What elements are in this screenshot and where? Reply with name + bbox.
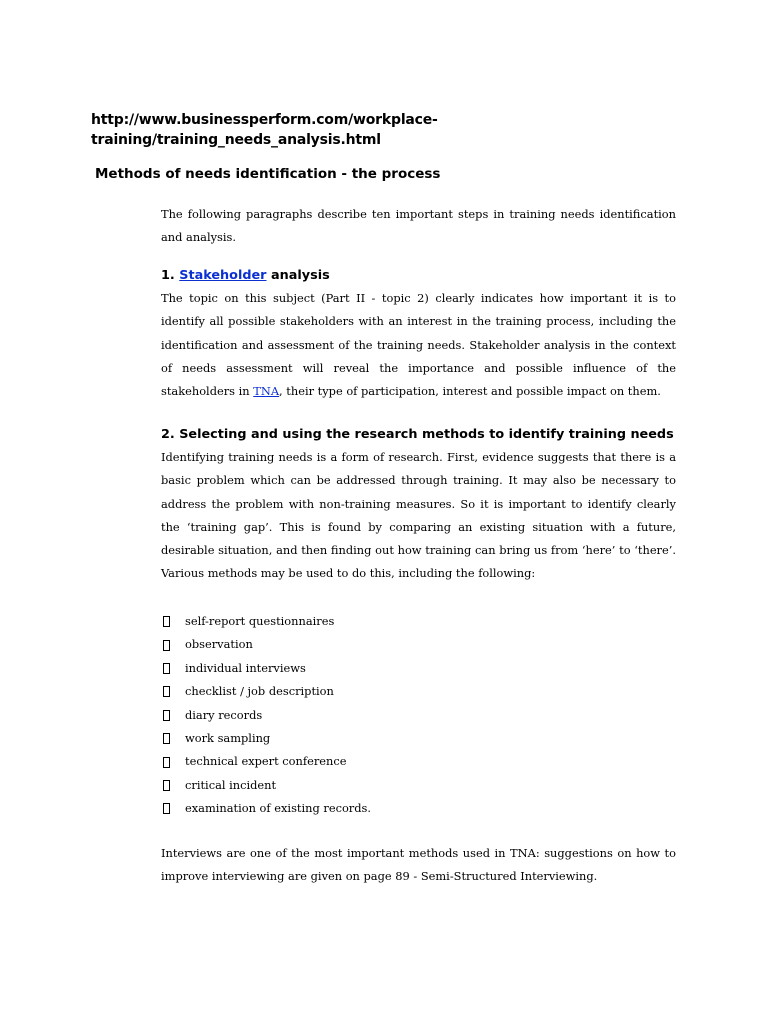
box-bullet-icon <box>163 616 170 627</box>
list-item: observation <box>161 633 371 656</box>
list-item: critical incident <box>161 774 371 797</box>
section-1-text-after: , their type of participation, interest and possible impact on them. <box>279 384 661 399</box>
section-1-paragraph <box>161 287 676 403</box>
page-title: Methods of needs identification - the process <box>95 166 441 182</box>
list-item: self-report questionnaires <box>161 610 371 633</box>
list-item: work sampling <box>161 727 371 750</box>
box-bullet-icon <box>163 733 170 744</box>
list-item: technical expert conference <box>161 750 371 773</box>
list-item: individual interviews <box>161 657 371 680</box>
list-item: examination of existing records. <box>161 797 371 820</box>
list-item: checklist / job description <box>161 680 371 703</box>
closing-paragraph: Interviews are one of the most important methods used in TNA: suggestions on how to improve interviewing are given on page 89 - Semi-Structured Interviewing. <box>161 846 676 884</box>
methods-list <box>161 610 371 821</box>
intro-paragraph: The following paragraphs describe ten important steps in training needs identification and analysis. <box>161 207 676 245</box>
box-bullet-icon <box>163 757 170 768</box>
box-bullet-icon <box>163 686 170 697</box>
box-bullet-icon <box>163 780 170 791</box>
section-1-heading-rest: analysis <box>270 268 330 283</box>
box-bullet-icon <box>163 803 170 814</box>
list-item: diary records <box>161 704 371 727</box>
section-1-text-before: The topic on this subject (Part II - topic 2) clearly indicates how important it is to identify all possible stakeholders with an interest in the training process, including the identification and assessment of the training needs. Stakeholder analysis in the context of needs assessment will reveal the importance and possible influence of the stakeholders in <box>161 291 676 399</box>
tna-link[interactable]: TNA <box>253 384 280 399</box>
section-2-heading: 2. Selecting and using the research methods to identify training needs <box>161 427 674 442</box>
box-bullet-icon <box>163 710 170 721</box>
box-bullet-icon <box>163 663 170 674</box>
stakeholder-link[interactable]: Stakeholder <box>179 268 267 283</box>
source-url[interactable]: http://www.businessperform.com/workplace-training/training_needs_analysis.html <box>91 112 438 148</box>
section-2-paragraph: Identifying training needs is a form of research. First, evidence suggests that there is a basic problem which can be addressed through training. It may also be necessary to address the problem with non-training measures. So it is important to identify clearly the ‘training gap’. This is found by comparing an existing situation with a future, desirable situation, and then finding out how training can bring us from ‘here’ to ‘there’. Various methods may be used to do this, including the following: <box>161 450 676 581</box>
box-bullet-icon <box>163 640 170 651</box>
section-1-heading <box>161 266 330 286</box>
section-1-number: 1. <box>161 268 175 283</box>
